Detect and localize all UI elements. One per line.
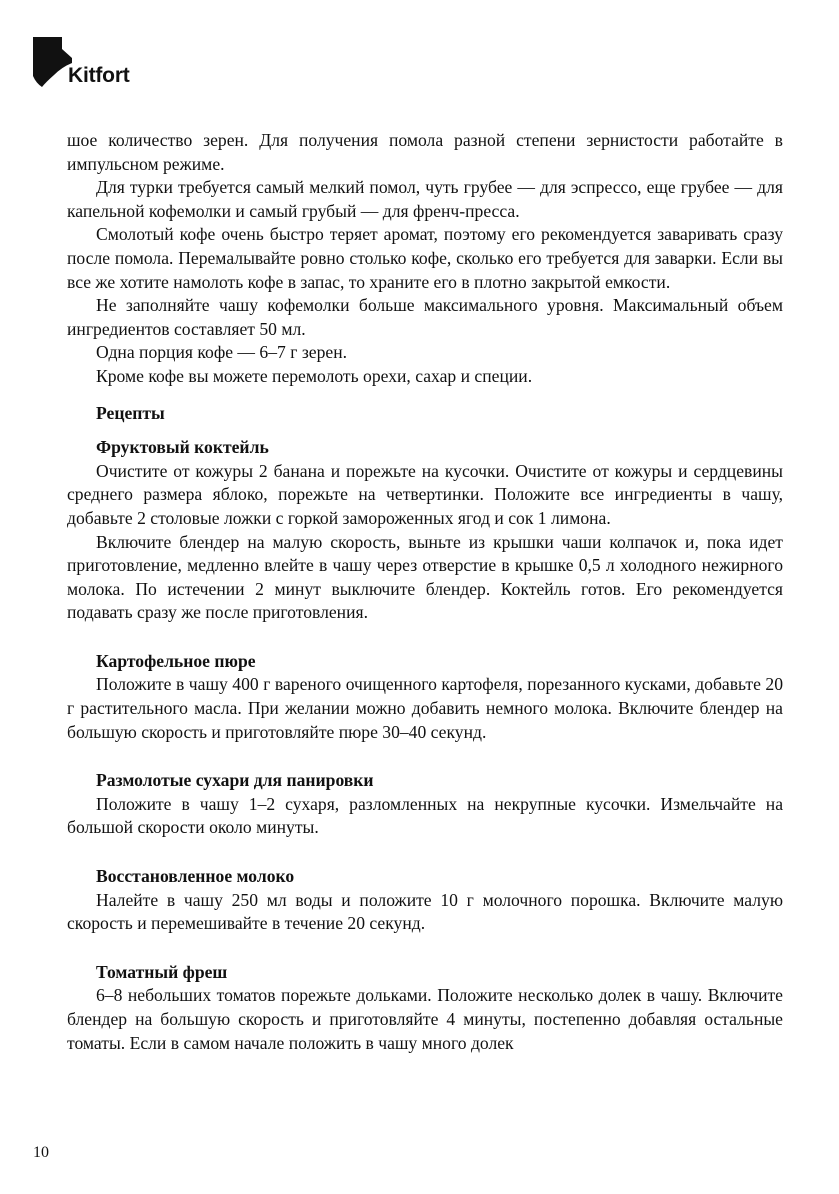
recipe-paragraph: Положите в чашу 1–2 сухаря, разломленных на некрупные кусочки. Измельчайте на большой скорости около минуты. <box>67 793 783 838</box>
intro-paragraph: шое количество зерен. Для получения помола разной степени зернистости работайте в импульсном режиме. <box>67 130 783 174</box>
intro-paragraph: Кроме кофе вы можете перемолоть орехи, сахар и специи. <box>96 365 533 386</box>
intro-paragraph: Смолотый кофе очень быстро теряет аромат, поэтому его рекомендуется заваривать сразу после помола. Перемалывайте ровно столько кофе, сколько его требуется для заварки. Если вы все же хотите намолоть кофе в запас, то храните его в плотно закрытой емкости. <box>67 224 783 292</box>
intro-paragraph: Не заполняйте чашу кофемолки больше максимального уровня. Максимальный объем ингредиентов составляет 50 мл. <box>67 295 783 339</box>
kitfort-flag-logo <box>32 36 72 88</box>
recipe-paragraph: Положите в чашу 400 г вареного очищенного картофеля, порезанного кусками, добавьте 20 г растительного масла. При желании можно добавить немного молока. Включите блендер на большую скорость и приготовляйте пюре 30–40 секунд. <box>67 674 783 742</box>
page-content <box>67 129 783 1055</box>
section-heading-recipes: Рецепты <box>96 402 165 423</box>
brand-logo <box>32 36 162 92</box>
recipe-title: Томатный фреш <box>96 961 228 982</box>
intro-paragraph: Одна порция кофе — 6–7 г зерен. <box>96 342 348 363</box>
recipe-paragraph: Включите блендер на малую скорость, выньте из крышки чаши колпачок и, пока идет приготовление, медленно влейте в чашу через отверстие в крышке 0,5 л холодного нежирного молока. По истечении 2 минут выключите блендер. Коктейль готов. Его рекомендуется подавать сразу же после приготовления. <box>67 531 783 623</box>
brand-name: Kitfort <box>68 64 130 87</box>
page-number: 10 <box>33 1144 49 1161</box>
recipe-paragraph: 6–8 небольших томатов порежьте дольками. Положите несколько долек в чашу. Включите блендер на большую скорость и приготовляйте 4 минуты, постепенно добавляя остальные томаты. Если в самом начале положить в чашу много долек <box>67 985 783 1053</box>
recipe-paragraph: Очистите от кожуры 2 банана и порежьте на кусочки. Очистите от кожуры и сердцевины среднего размера яблоко, порежьте на четвертинки. Положите все ингредиенты в чашу, добавьте 2 столовые ложки с горкой замороженных ягод и сок 1 лимона. <box>67 460 783 528</box>
recipe-title: Восстановленное молоко <box>96 866 295 887</box>
recipe-title: Фруктовый коктейль <box>96 437 269 458</box>
intro-paragraph: Для турки требуется самый мелкий помол, чуть грубее — для эспрессо, еще грубее — для капельной кофемолки и самый грубый — для френч-пресса. <box>67 177 783 221</box>
recipe-title: Размолотые сухари для панировки <box>96 770 374 791</box>
recipe-title: Картофельное пюре <box>96 650 256 671</box>
recipe-paragraph: Налейте в чашу 250 мл воды и положите 10 г молочного порошка. Включите малую скорость и перемешивайте в течение 20 секунд. <box>67 889 783 934</box>
